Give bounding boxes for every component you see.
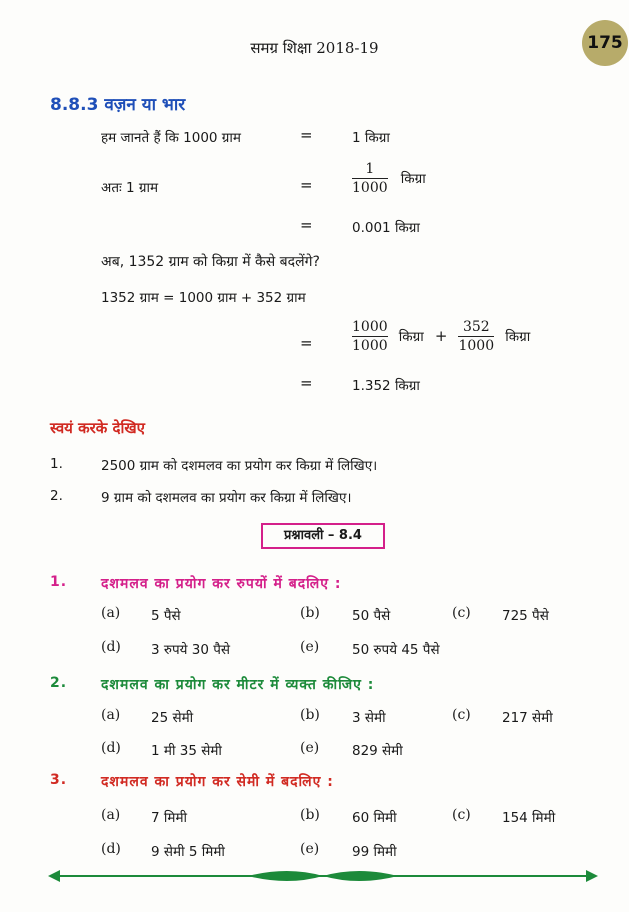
part-label: (d) bbox=[101, 841, 121, 857]
line3-equals: = bbox=[300, 216, 313, 234]
conversion-question: अब, 1352 ग्राम को किग्रा में कैसे बदलेंगे? bbox=[101, 254, 320, 270]
part-label: (e) bbox=[300, 841, 320, 857]
try-item-num: 2. bbox=[50, 488, 63, 504]
part-label: (a) bbox=[101, 605, 121, 621]
frac-den: 1000 bbox=[352, 338, 388, 354]
line4-sum: 1352 ग्राम = 1000 ग्राम + 352 ग्राम bbox=[101, 290, 306, 306]
part-label: (a) bbox=[101, 707, 121, 723]
page-number-badge: 175 bbox=[582, 20, 628, 66]
part-label: (b) bbox=[300, 807, 320, 823]
part-value: 5 पैसे bbox=[151, 608, 181, 624]
part-value: 1 मी 35 सेमी bbox=[151, 743, 222, 759]
plus-sign: + bbox=[434, 327, 448, 345]
exercise-title: प्रश्नावली – 8.4 bbox=[261, 523, 385, 549]
frac-den: 1000 bbox=[458, 338, 495, 354]
fraction-1-over-1000 bbox=[352, 160, 426, 197]
line5-equals: = bbox=[300, 334, 313, 352]
frac-den: 1000 bbox=[352, 180, 388, 196]
question-text: दशमलव का प्रयोग कर मीटर में व्यक्त कीजिए : bbox=[101, 677, 375, 693]
line6-equals: = bbox=[300, 374, 313, 392]
question-text: दशमलव का प्रयोग कर रुपयों में बदलिए : bbox=[101, 576, 342, 592]
line2-equals: = bbox=[300, 176, 313, 194]
part-value: 3 सेमी bbox=[352, 710, 386, 726]
part-label: (c) bbox=[452, 605, 471, 621]
part-value: 25 सेमी bbox=[151, 710, 194, 726]
try-item-text: 9 ग्राम को दशमलव का प्रयोग कर किग्रा में लिखिए। bbox=[101, 490, 352, 506]
part-value: 99 मिमी bbox=[352, 844, 397, 860]
line5-unit1: किग्रा bbox=[398, 329, 424, 345]
part-value: 50 पैसे bbox=[352, 608, 391, 624]
question-number: 1. bbox=[50, 574, 68, 590]
line5-unit2: किग्रा bbox=[505, 329, 531, 345]
part-value: 829 सेमी bbox=[352, 743, 403, 759]
part-label: (d) bbox=[101, 639, 121, 655]
try-item-text: 2500 ग्राम को दशमलव का प्रयोग कर किग्रा में लिखिए। bbox=[101, 458, 378, 474]
line2-left: अतः 1 ग्राम bbox=[101, 180, 159, 196]
line1-right: 1 किग्रा bbox=[352, 130, 390, 146]
page-header-title: समग्र शिक्षा 2018-19 bbox=[250, 39, 379, 57]
part-label: (e) bbox=[300, 740, 320, 756]
question-number: 3. bbox=[50, 772, 68, 788]
part-value: 60 मिमी bbox=[352, 810, 397, 826]
frac-num: 1 bbox=[365, 161, 375, 177]
part-value: 217 सेमी bbox=[502, 710, 553, 726]
line2-unit: किग्रा bbox=[400, 171, 426, 187]
question-number: 2. bbox=[50, 675, 68, 691]
part-label: (d) bbox=[101, 740, 121, 756]
part-value: 50 रुपये 45 पैसे bbox=[352, 642, 440, 658]
part-value: 725 पैसे bbox=[502, 608, 549, 624]
try-item-num: 1. bbox=[50, 456, 63, 472]
part-label: (c) bbox=[452, 807, 471, 823]
part-label: (c) bbox=[452, 707, 471, 723]
fraction-sum bbox=[352, 318, 530, 355]
part-label: (b) bbox=[300, 605, 320, 621]
footer-divider-ornament bbox=[48, 866, 598, 886]
frac-num: 352 bbox=[462, 319, 490, 335]
section-title: 8.8.3 वज़न या भार bbox=[50, 95, 186, 115]
part-label: (e) bbox=[300, 639, 320, 655]
part-value: 3 रुपये 30 पैसे bbox=[151, 642, 231, 658]
line3-right: 0.001 किग्रा bbox=[352, 220, 420, 236]
line1-equals: = bbox=[300, 126, 313, 144]
part-value: 7 मिमी bbox=[151, 810, 188, 826]
line6-right: 1.352 किग्रा bbox=[352, 378, 420, 394]
frac-num: 1000 bbox=[352, 319, 388, 335]
part-label: (a) bbox=[101, 807, 121, 823]
part-value: 9 सेमी 5 मिमी bbox=[151, 844, 225, 860]
try-yourself-title: स्वयं करके देखिए bbox=[50, 419, 145, 437]
line1-left: हम जानते हैं कि 1000 ग्राम bbox=[101, 130, 241, 146]
question-text: दशमलव का प्रयोग कर सेमी में बदलिए : bbox=[101, 774, 334, 790]
part-value: 154 मिमी bbox=[502, 810, 556, 826]
part-label: (b) bbox=[300, 707, 320, 723]
